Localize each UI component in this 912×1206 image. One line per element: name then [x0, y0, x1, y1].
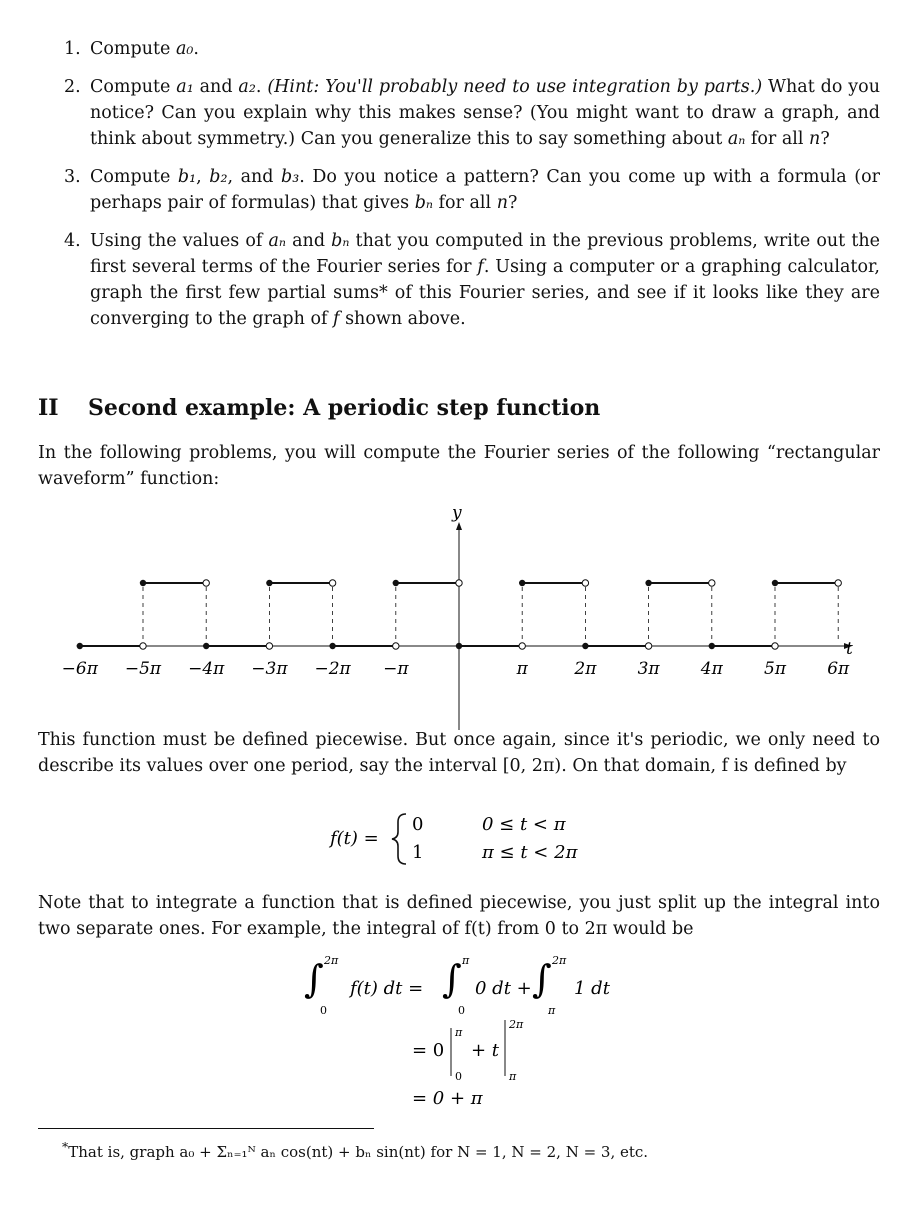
integral-computation: [300, 948, 630, 1118]
text: Compute: [90, 77, 177, 97]
closed-endpoint: [266, 580, 272, 586]
math: n: [496, 193, 508, 213]
text: Compute: [90, 39, 176, 59]
closed-endpoint: [709, 643, 715, 649]
closed-endpoint: [393, 580, 399, 586]
tick-label: π: [516, 659, 528, 679]
open-endpoint: [709, 580, 715, 586]
open-endpoint: [582, 580, 588, 586]
y-axis-arrow: [456, 522, 462, 530]
math: f: [333, 309, 340, 329]
section-number: II: [38, 395, 59, 421]
tick-label: −2π: [314, 659, 351, 679]
tick-label: 2π: [574, 659, 597, 679]
text: that you computed in the previous problems, write out the first several terms of the Fourier series for: [90, 231, 880, 277]
tick-label: −5π: [124, 659, 162, 679]
closed-endpoint: [140, 580, 146, 586]
piecewise-paragraph: This function must be defined piecewise. But once again, since it's periodic, we only need to describe its values over one period, say the interval [0, 2π). On that domain, f is defined by: [38, 730, 880, 776]
text: ?: [820, 129, 830, 149]
text: for all: [745, 129, 810, 149]
step-function-graph: [60, 500, 860, 730]
problem-item: [38, 74, 880, 152]
text: ,: [196, 167, 210, 187]
tick-label: 6π: [827, 659, 850, 679]
problem-number: 3.: [64, 167, 81, 187]
tick-label: 5π: [764, 659, 786, 679]
hint-text: (Hint: You'll probably need to use integration by parts.): [267, 77, 763, 97]
evaluation-line: = 0: [412, 1040, 445, 1061]
eval-upper: π: [455, 1026, 463, 1039]
text: for all: [432, 193, 497, 213]
text: , and: [227, 167, 282, 187]
footnote-text: That is, graph a₀ + Σₙ₌₁ᴺ aₙ cos(nt) + bₙ sin(nt) for N = 1, N = 2, N = 3, etc.: [68, 1143, 649, 1161]
text: Using the values of: [90, 231, 269, 251]
piecewise-definition: [326, 808, 626, 868]
text: and: [193, 77, 239, 97]
eval-lower: 0: [455, 1070, 462, 1083]
problem-number: 1.: [64, 39, 81, 59]
integral-sign: ∫: [532, 957, 552, 1001]
math: bₙ: [414, 193, 433, 213]
text: shown above.: [339, 309, 466, 329]
evaluation-term: + t: [471, 1040, 500, 1061]
tick-label: −4π: [188, 659, 225, 679]
eval-upper: 2π: [509, 1018, 524, 1031]
footnote-mark: *: [62, 1139, 69, 1154]
math: a₀: [175, 39, 194, 59]
open-endpoint: [645, 643, 651, 649]
closed-endpoint: [329, 643, 335, 649]
footnote: [62, 1134, 648, 1165]
math: a₂: [238, 77, 256, 97]
case-condition: π ≤ t < 2π: [482, 842, 578, 863]
integral-lhs: f(t) dt =: [350, 978, 424, 999]
y-axis-label: y: [452, 503, 462, 523]
problem-number: 4.: [64, 231, 81, 251]
closed-endpoint: [645, 580, 651, 586]
lower-limit: π: [548, 1004, 556, 1017]
intro-paragraph: In the following problems, you will compute the Fourier series of the following “rectangular waveform” function:: [38, 443, 880, 489]
integral-sign: ∫: [442, 957, 462, 1001]
closed-endpoint: [77, 643, 83, 649]
footnote-rule: [38, 1128, 374, 1129]
open-endpoint: [772, 643, 778, 649]
integral-sign: ∫: [304, 957, 324, 1001]
section-heading: [38, 395, 600, 421]
text: and: [286, 231, 332, 251]
math: a₁: [176, 77, 194, 97]
closed-endpoint: [582, 643, 588, 649]
tick-label: −6π: [61, 659, 98, 679]
upper-limit: π: [462, 954, 470, 967]
open-endpoint: [329, 580, 335, 586]
open-endpoint: [393, 643, 399, 649]
tick-labels: [62, 659, 850, 679]
axes: [80, 503, 853, 730]
text: . Do you notice a pattern? Can you come up with a formula (or perhaps pair of formulas) that gives: [90, 167, 880, 213]
closed-endpoint: [203, 643, 209, 649]
open-endpoint: [456, 580, 462, 586]
text: Compute: [90, 167, 178, 187]
math: b₁: [177, 167, 197, 187]
closed-endpoint: [772, 580, 778, 586]
open-endpoint: [140, 643, 146, 649]
section-title: Second example: A periodic step function: [88, 395, 601, 421]
problem-item: [38, 228, 880, 332]
integral-term: 1 dt: [574, 978, 610, 999]
case-condition: 0 ≤ t < π: [482, 814, 566, 835]
upper-limit: 2π: [324, 954, 339, 967]
math: aₙ: [268, 231, 286, 251]
math: f: [477, 257, 484, 277]
problem-item: [38, 36, 880, 62]
text: What do you notice? Can you explain why this makes sense? (You might want to draw a graph, and think about symmetry.) Can you generalize this to say something about: [90, 77, 880, 149]
math: bₙ: [331, 231, 350, 251]
open-endpoint: [519, 643, 525, 649]
problem-list: [38, 36, 880, 344]
open-endpoint: [203, 580, 209, 586]
closed-endpoint: [519, 580, 525, 586]
tick-label: 4π: [700, 659, 723, 679]
text: . Using a computer or a graphing calculator, graph the first few partial sums* of this Fourier series, and see if it looks like they are converging to the graph of: [90, 257, 880, 329]
left-brace: [392, 814, 406, 864]
tick-label: 3π: [637, 659, 660, 679]
eval-lower: π: [509, 1070, 517, 1083]
text: ?: [507, 193, 518, 213]
text: .: [255, 77, 268, 97]
tick-label: −π: [383, 659, 409, 679]
closed-endpoint: [456, 643, 462, 649]
cases-lhs: f(t) =: [330, 828, 379, 849]
lower-limit: 0: [320, 1004, 327, 1017]
case-value: 0: [412, 814, 424, 835]
case-value: 1: [412, 842, 424, 863]
integral-term: 0 dt +: [475, 978, 532, 999]
open-endpoint: [266, 643, 272, 649]
math: n: [809, 129, 821, 149]
text: .: [193, 39, 199, 59]
t-axis-label: t: [846, 639, 853, 659]
integration-paragraph: Note that to integrate a function that is defined piecewise, you just split up the integral into two separate ones. For example, the integral of f(t) from 0 to 2π would be: [38, 893, 880, 939]
lower-limit: 0: [458, 1004, 465, 1017]
open-endpoint: [835, 580, 841, 586]
math: b₃: [281, 167, 300, 187]
math: b₂: [209, 167, 228, 187]
problem-item: [38, 164, 880, 216]
upper-limit: 2π: [552, 954, 567, 967]
result-line: = 0 + π: [412, 1088, 483, 1109]
problem-number: 2.: [64, 77, 81, 97]
tick-label: −3π: [251, 659, 288, 679]
math: aₙ: [727, 129, 746, 149]
